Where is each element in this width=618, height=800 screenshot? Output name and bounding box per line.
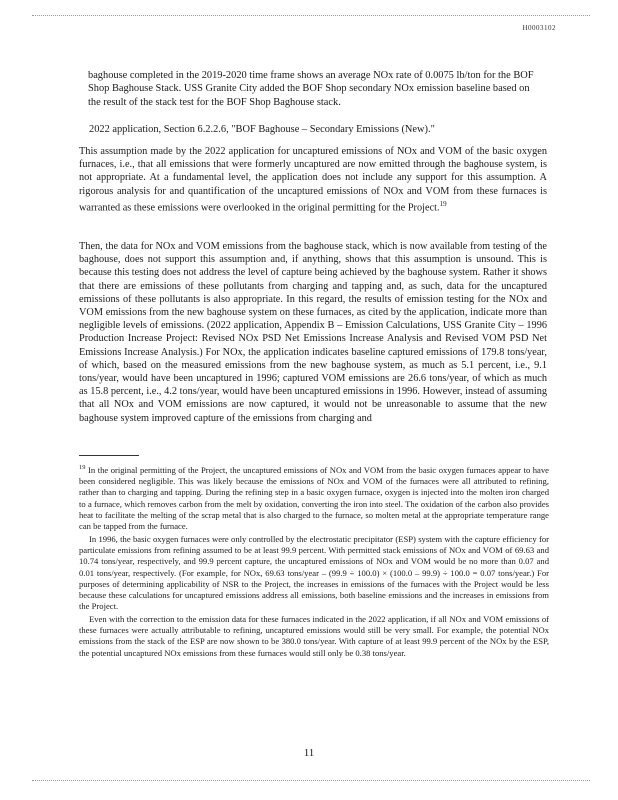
quote-citation: 2022 application, Section 6.2.2.6, "BOF Baghouse – Secondary Emissions (New)." bbox=[89, 124, 435, 135]
bottom-scan-border bbox=[32, 780, 590, 781]
footnote-para-3: Even with the correction to the emission data for these furnaces indicated in the 2022 application, if all NOx and VOM emissions of these furnaces were actually attributable to refining, uncaptured emissions would still be very small. For example, the potential NOx emissions from the stack of the ESP are now shown to be 380.0 tons/year. With capture of at least 99.9 percent of the NOx by the ESP, the potential uncaptured NOx emissions from these furnaces would still only be 0.38 tons/year. bbox=[79, 613, 549, 658]
footnote-divider bbox=[79, 455, 139, 456]
footnote-ref: 19 bbox=[439, 199, 447, 208]
paragraph-2: Then, the data for NOx and VOM emissions from the baghouse stack, which is now available from testing of the baghouse, does not support this assumption and, if anything, shows that this assumption is unsound. This is because this testing does not address the level of capture being achieved by the baghouse system. Rather it shows that there are emissions of these pollutants from charging and tapping and, as such, data for the uncaptured emissions of these pollutants is also appropriate. In this regard, the results of emission testing for the NOx and VOM emissions from the new baghouse system on these furnaces, as cited by the application, indicate more than negligible levels of emissions. (2022 application, Appendix B – Emission Calculations, USS Granite City – 1996 Production Increase Project: Revised NOx PSD Net Emissions Increase Analysis and Revised VOM PSD Net Emissions Increase Analysis.) For NOx, the application indicates baseline captured emissions of 179.8 tons/year, of which, based on the measured emissions from the new baghouse system, as much as 5.1 percent, i.e., 9.1 tons/year, would have been uncaptured in 1996; captured VOM emissions are 26.6 tons/year, of which as much as 15.8 percent, i.e., 4.2 tons/year, would have been uncaptured emissions in 1996. However, instead of assuming that all NOx and VOM emissions are now captured, it would not be unreasonable to assume that the new baghouse system improved capture of the emissions from charging and bbox=[79, 241, 547, 424]
footnote-number: 19 bbox=[79, 464, 86, 471]
footnote-block bbox=[79, 462, 549, 659]
top-scan-border bbox=[32, 15, 590, 16]
paragraph-1 bbox=[79, 145, 547, 214]
page-number: 11 bbox=[303, 747, 315, 759]
bates-number: H0003102 bbox=[522, 24, 556, 32]
footnote-para-1-text: In the original permitting of the Project, the uncaptured emissions of NOx and VOM from the basic oxygen furnaces appear to have been considered negligible. This was likely because the emissions of NOx and VOM of the furnaces were all attributed to refining, rather than to charging and tapping. During the refining step in a basic oxygen furnace, oxygen is injected into the molten iron charged to a furnace, which removes carbon from the melt by oxidation, converting the iron into steel. The oxidation of the carbon also provides heat to facilitate the melting of the scrap metal that is also charged to the furnace, so molten metal at the appropriate temperature range can be tapped from the furnace. bbox=[79, 464, 549, 532]
footnote-para-2: In 1996, the basic oxygen furnaces were only controlled by the electrostatic precipitator (ESP) system with the capture efficiency for particulate emissions from refining assumed to be at least 99.9 percent. With permitted stack emissions of NOx and VOM of 69.63 and 10.74 tons/year, respectively, and 99.9 percent capture, the uncaptured emissions of NOx and VOM would be no more than 0.07 and 0.01 tons/year, respectively. (For example, for NOx, 69.63 tons/year – (99.9 ÷ 100.0) × (100.0 – 99.9) ÷ 100.0 = 0.07 tons/year.) For purposes of determining applicability of NSR to the Project, the increases in emissions of the furnaces with the Project would be less because these calculations for uncaptured emissions address all emissions, both baseline emissions and the increases in emissions from the Project. bbox=[79, 533, 549, 612]
footnote-para-1 bbox=[79, 462, 549, 533]
block-quote: baghouse completed in the 2019-2020 time frame shows an average NOx rate of 0.0075 lb/ton for the BOF Shop Baghouse Stack. USS Granite City added the BOF Shop secondary NOx emission baseline based on the result of the stack test for the BOF Shop Baghouse stack. bbox=[88, 70, 534, 108]
paragraph-1-text: This assumption made by the 2022 application for uncaptured emissions of NOx and VOM of the basic oxygen furnaces, i.e., that all emissions that were formerly uncaptured are now emitted through the baghouse system, is not appropriate. At a fundamental level, the application does not include any support for this assumption. A rigorous analysis for and quantification of the uncaptured emissions of NOx and VOM from these furnaces is warranted as these emissions were overlooked in the original permitting for the Project. bbox=[79, 146, 547, 214]
